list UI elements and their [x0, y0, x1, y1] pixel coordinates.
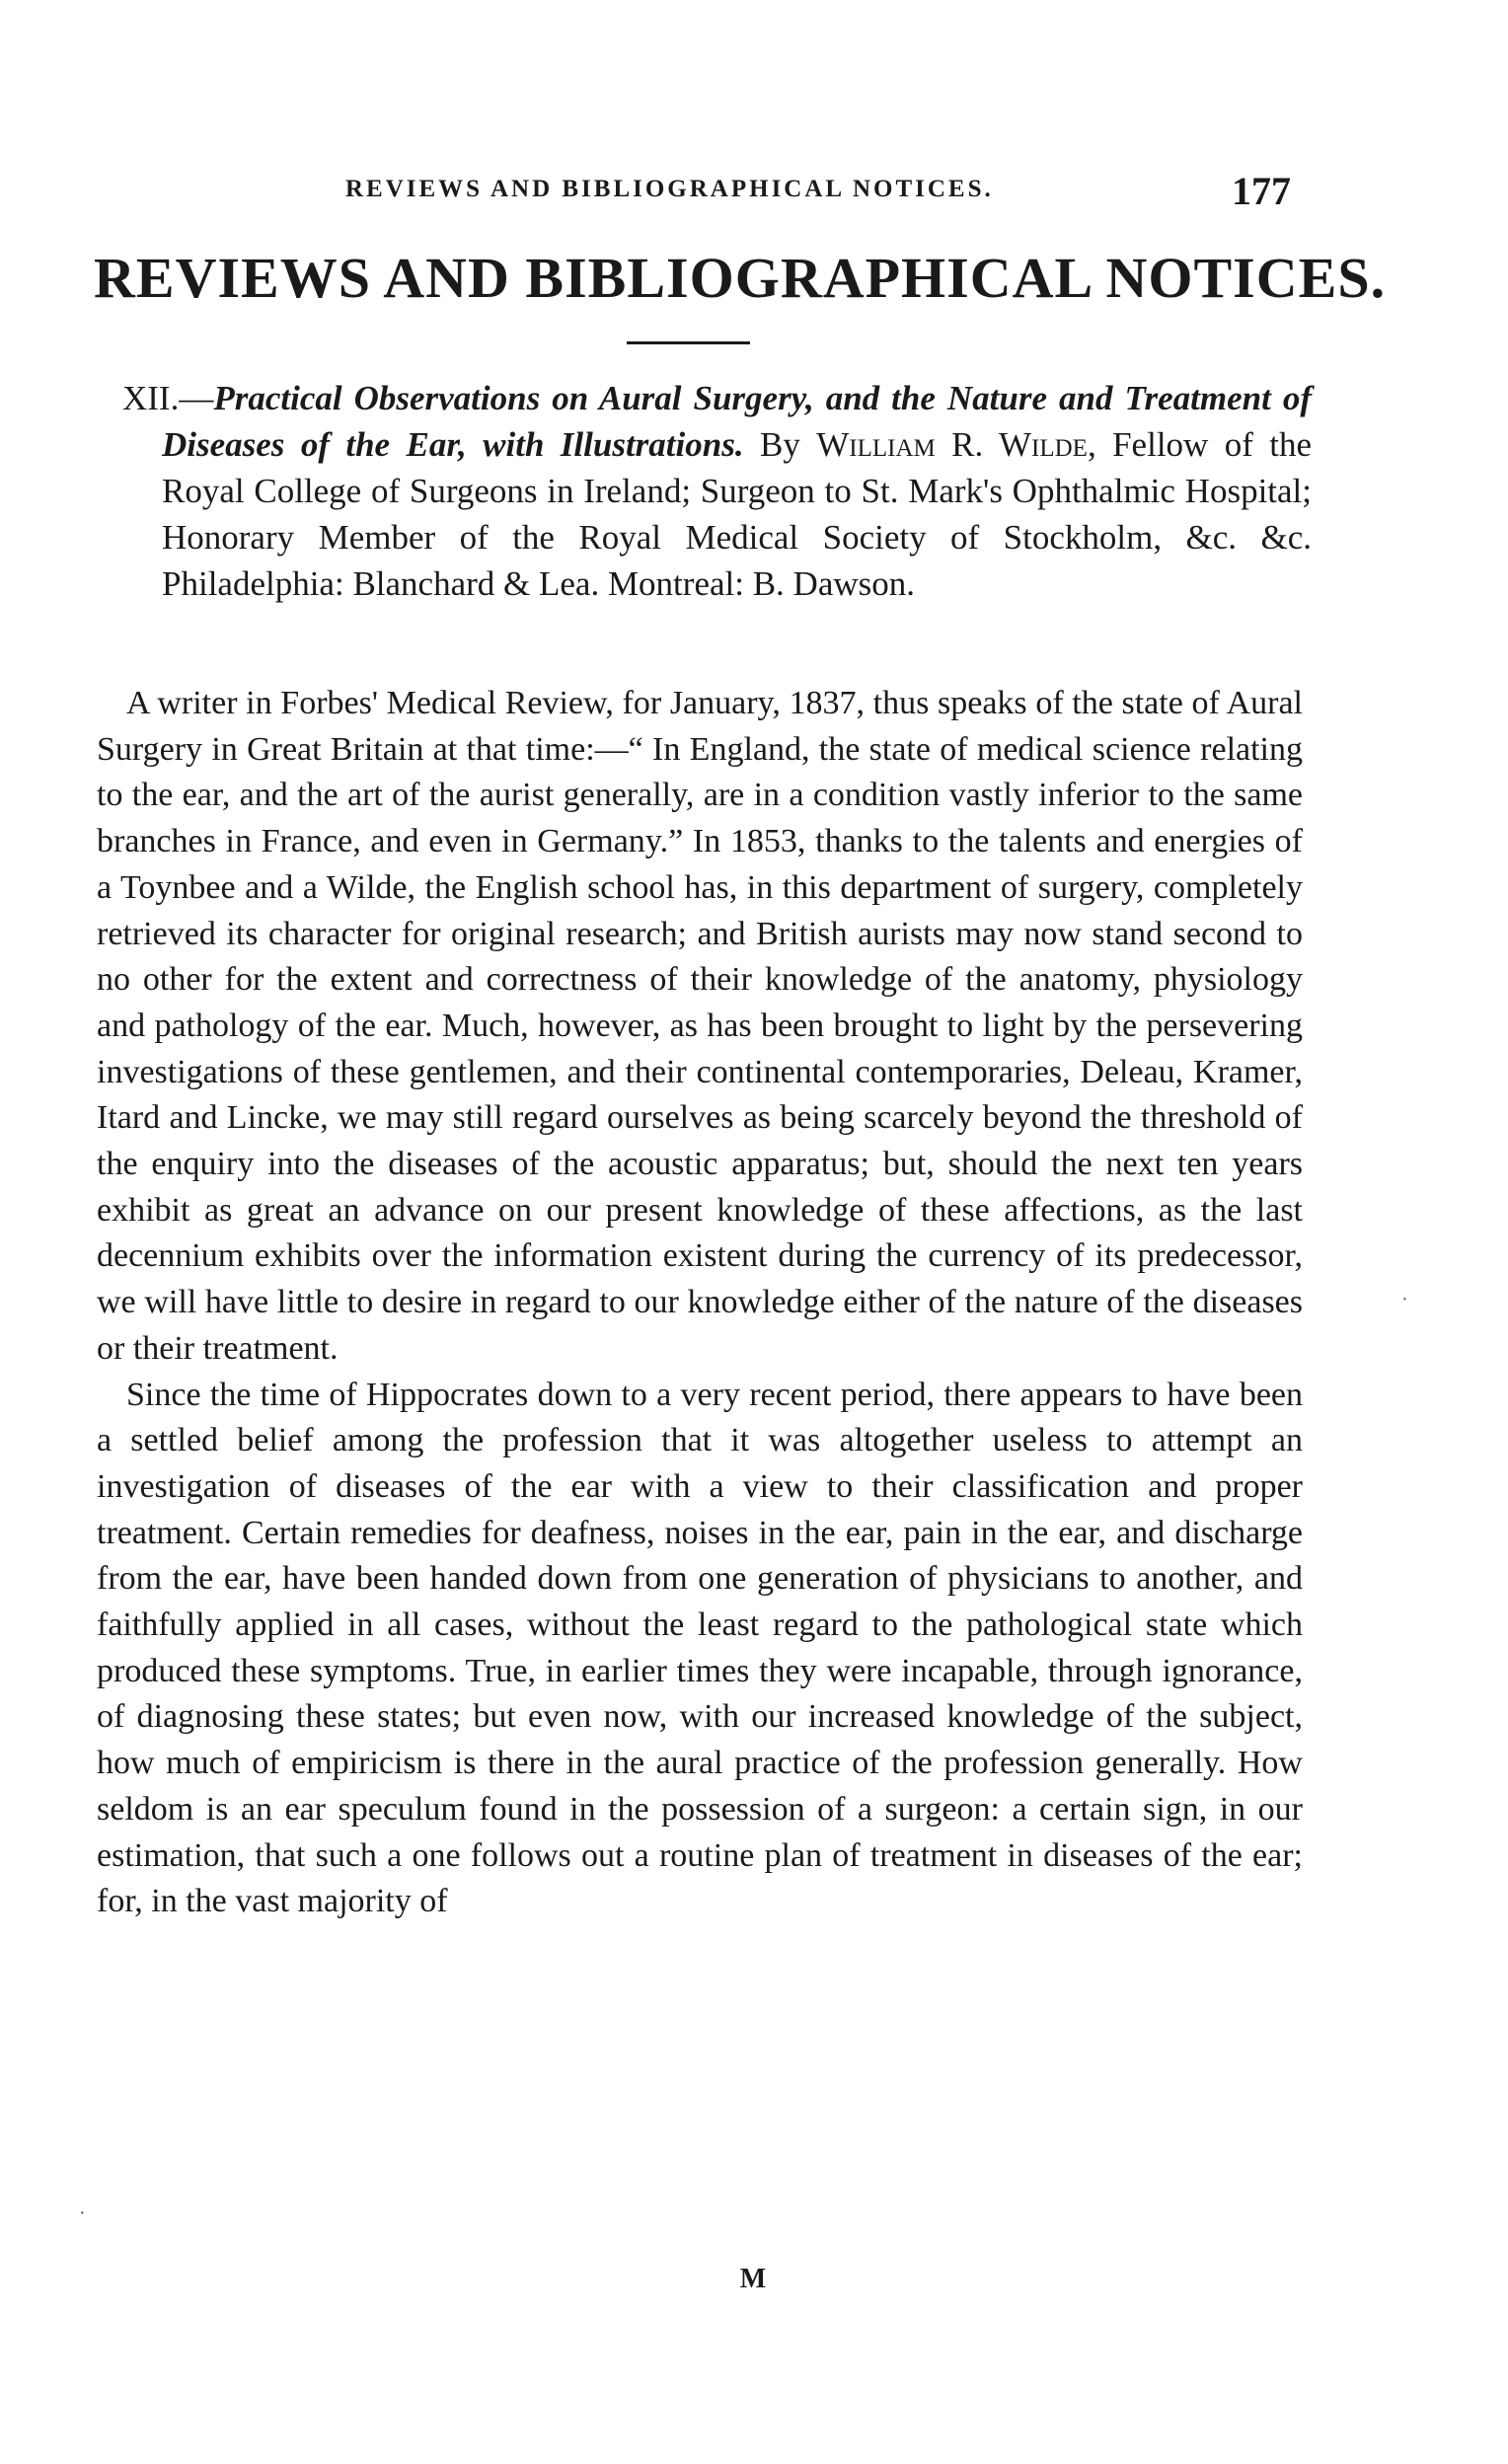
- signature-mark: M: [739, 2264, 769, 2294]
- margin-speck: ·: [79, 2203, 86, 2224]
- page-number: 177: [1232, 169, 1291, 213]
- margin-speck: ·: [1401, 1289, 1408, 1310]
- entry-numeral: XII.: [122, 379, 180, 417]
- running-title: REVIEWS AND BIBLIOGRAPHICAL NOTICES.: [345, 176, 994, 202]
- running-head: [0, 169, 1508, 215]
- review-body: [97, 681, 1303, 1925]
- heading-divider: [627, 341, 750, 344]
- entry-by: By: [759, 425, 800, 464]
- entry-details: Fellow of the Royal College of Surgeons in Ireland; Surgeon to St. Mark's Ophthalmic Hospital; Honorary Member of the Royal Medical Society of Stockholm, &c. &c. Philadelphia: Blanchard & Lea. Montreal: B. Dawson.: [162, 425, 1313, 603]
- entry-dash: —: [179, 379, 214, 417]
- section-heading: REVIEWS AND BIBLIOGRAPHICAL NOTICES.: [94, 246, 1387, 310]
- review-entry: [122, 375, 1313, 607]
- body-paragraph-1: A writer in Forbes' Medical Review, for January, 1837, thus speaks of the state of Aural Surgery in Great Britain at that time:—“ In England, the state of medical science relating to the ear, and the art of the aurist generally, are in a condition vastly inferior to the same branches in France, and even in Germany.” In 1853, thanks to the talents and energies of a Toynbee and a Wilde, the English school has, in this department of surgery, completely retrieved its character for original research; and British aurists may now stand second to no other for the extent and correctness of their knowledge of the anatomy, physiology and pathology of the ear. Much, however, as has been brought to light by the persevering investigations of these gentlemen, and their continental contemporaries, Deleau, Kramer, Itard and Lincke, we may still regard ourselves as being scarcely beyond the threshold of the enquiry into the diseases of the acoustic apparatus; but, should the next ten years exhibit as great an advance on our present knowledge of these affections, as the last decennium exhibits over the information existent during the currency of its predecessor, we will have little to desire in regard to our knowledge either of the nature of the diseases or their treatment.: [97, 685, 1303, 1367]
- entry-author: William R. Wilde,: [816, 425, 1096, 464]
- body-paragraph-2: Since the time of Hippocrates down to a very recent period, there appears to have been a settled belief among the profession that it was altogether useless to attempt an investigation of diseases of the ear with a view to their classification and proper treatment. Certain remedies for deafness, noises in the ear, pain in the ear, and discharge from the ear, have been handed down from one generation of physicians to another, and faithfully applied in all cases, without the least regard to the pathological state which produced these symptoms. True, in earlier times they were incapable, through ignorance, of diagnosing these states; but even now, with our increased knowledge of the subject, how much of empiricism is there in the aural practice of the profession generally. How seldom is an ear speculum found in the possession of a surgeon: a certain sign, in our estimation, that such a one follows out a routine plan of treatment in diseases of the ear; for, in the vast majority of: [97, 1376, 1303, 1920]
- entry-title: Practical Observations on Aural Surgery, and the Nature and Treatment of Diseases of the Ear, with Illustrations.: [162, 379, 1312, 464]
